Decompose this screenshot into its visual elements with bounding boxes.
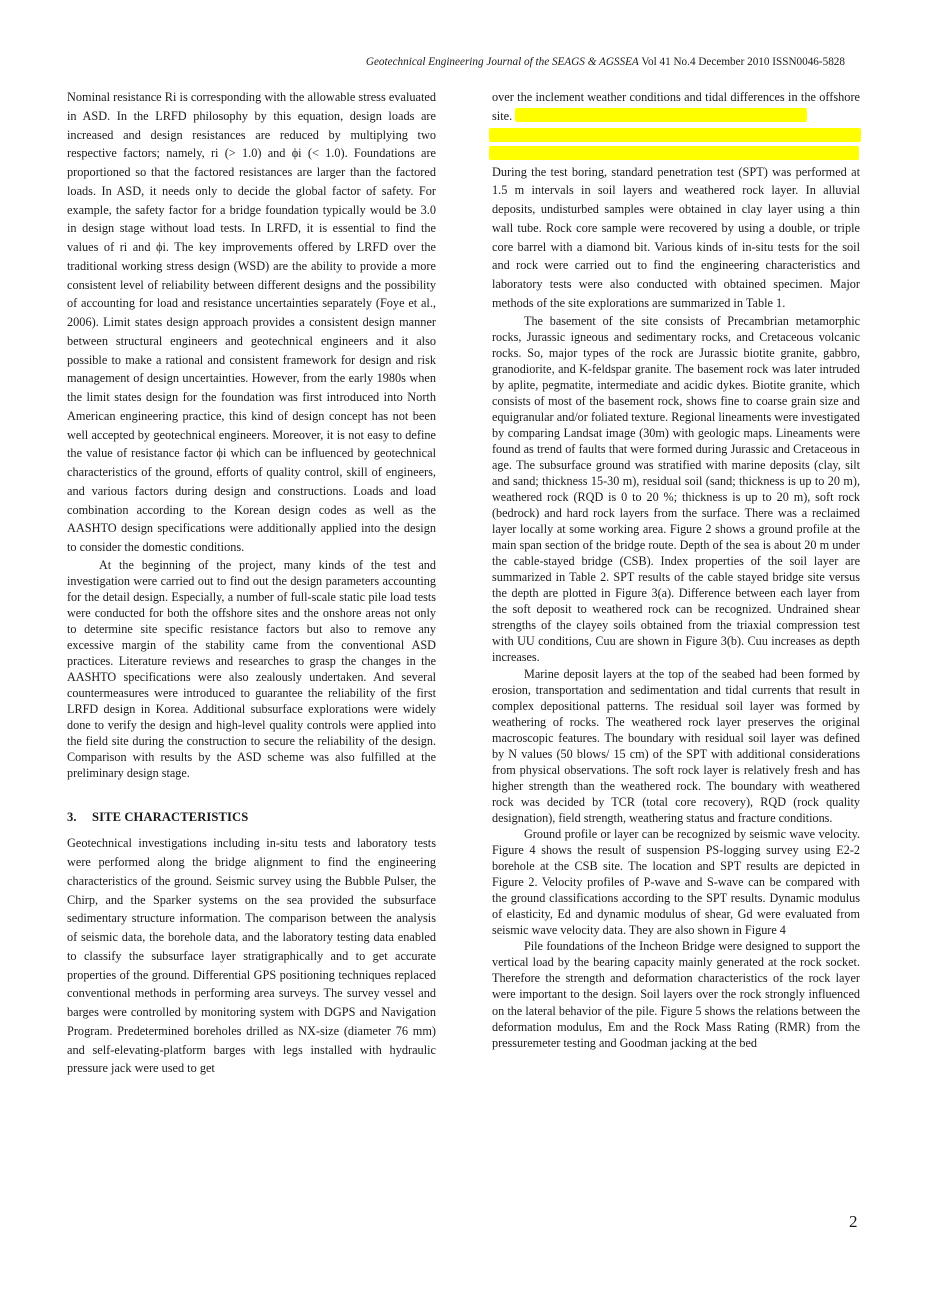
paragraph-project-beginning: At the beginning of the project, many kinds of the test and investigation were carried out to find out the design parameters accounting for the detail design. Especially, a number of full-scale static pile load tests were conducted for both the offshore sites and the onshore areas not only to determine site specific resistance factors but also to remove any excessive margin of the stability came from the conventional ASD practices. Literature reviews and researches to grasp the changes in the AASHTO specifications were also zealously undertaken. And several countermeasures were introduced to guarantee the reliability of the first LRFD design in Korea. Additional subsurface explorations were widely done to verify the design and high-level quality controls were applied into the field site during the construction to secure the reliability of the design. Comparison with results by the ASD scheme was also fulfilled at the preliminary design stage. xyxy=(67,557,436,781)
paragraph-seismic-velocity: Ground profile or layer can be recognized by seismic wave velocity. Figure 4 shows the result of suspension PS-logging survey using E2-2 borehole at the CSB site. The location and SPT results are depicted in Figure 2. Velocity profiles of P-wave and S-wave can be compared with the ground classifications according to the SPT results. Dynamic modulus of elasticity, Ed and dynamic modulus of shear, Gd were evaluated from seismic wave velocity data. They are also shown in Figure 4 xyxy=(492,827,860,938)
left-column xyxy=(67,88,436,1078)
section-title: SITE CHARACTERISTICS xyxy=(92,810,249,825)
highlight-mark xyxy=(489,146,859,160)
issue-info: Vol 41 No.4 December 2010 ISSN0046-5828 xyxy=(641,56,845,68)
section-number: 3. xyxy=(67,810,77,825)
paragraph-marine-deposit: Marine deposit layers at the top of the seabed had been formed by erosion, transportation and sedimentation and tidal currents that result in complex depositional patterns. The residual soil layer was formed by weathering of rocks. The weathered rock layer preserves the original macroscopic features. The boundary with residual soil layer was defined by N values (50 blows/ 15 cm) of the SPT with additional considerations from physical observations. The soft rock layer is relatively fresh and has higher strength than the weathered rock. The boundary with weathered rock was decided by TCR (total core recovery), RQD (rock quality designation), field strength, weathering status and fracture conditions. xyxy=(492,666,860,825)
paragraph-pile-foundations: Pile foundations of the Incheon Bridge were designed to support the vertical load by the bearing capacity mainly generated at the rock socket. Therefore the strength and deformation characteristics of the rock layer were important to the design. Soil layers over the rock strongly influenced on the lateral behavior of the pile. Figure 5 shows the relations between the deformation modulus, Em and the Rock Mass Rating (RMR) from the pressuremeter testing and Goodman jacking at the bed xyxy=(492,939,860,1050)
section-heading xyxy=(67,810,436,825)
running-header xyxy=(0,56,845,68)
paragraph-test-boring: During the test boring, standard penetration test (SPT) was performed at 1.5 m intervals in soil layers and weathered rock layer. In alluvial deposits, undisturbed samples were obtained in clay layer using a thin wall tube. Rock core sample were recovered by using a double, or triple core barrel with a diamond bit. Various kinds of in-situ tests for the soil and rock were carried out to find the engineering characteristics and laboratory tests were also conducted with obtained specimen. Major methods of the site explorations are summarized in Table 1. xyxy=(492,164,860,310)
paragraph-geotechnical-investigations: Geotechnical investigations including in-situ tests and laboratory tests were performed along the bridge alignment to find the engineering characteristics of the ground. Seismic survey using the Bubble Pulser, the Chirp, and the Sparker systems on the sea provided the subsurface sedimentary structure information. The comparison between the analysis of seismic data, the borehole data, and the laboratory testing data enabled to classify the subsurface layer stratigraphically and to get accurate properties of the ground. Differential GPS positioning techniques replaced conventional methods in performing area surveys. The survey vessel and barges were controlled by monitoring system with DGPS and Navigation Program. Predetermined boreholes drilled as NX-size (diameter 76 mm) and self-elevating-platform barges with legs installed with hydraulic pressure jack were used to get xyxy=(67,836,436,1076)
journal-title: Geotechnical Engineering Journal of the SEAGS & AGSSEA xyxy=(365,56,639,68)
right-column xyxy=(492,88,860,1051)
page-number: 2 xyxy=(849,1212,858,1231)
offshore-text: over the inclement weather conditions and tidal differences in the offshore site. xyxy=(492,90,860,123)
paragraph-lrfd-philosophy: Nominal resistance Ri is corresponding with the allowable stress evaluated in ASD. In the LRFD philosophy by this equation, design loads are increased and design resistances are reduced by multiplying two respective factors; namely, ri (> 1.0) and ϕi (< 1.0). Foundations are proportioned so that the factored resistances are larger than the factored loads. In ASD, it needs only to decide the global factor of safety. For example, the safety factor for a bridge foundation typically would be 3.0 in design stage without load tests. In LRFD, it is essential to find the values of ri and ϕi. The key improvements offered by LRFD over the traditional working stress design (WSD) are the ability to provide a more consistent level of reliability between different designs and the possibility of accounting for load and resistance uncertainties separately (Foye et al., 2006). Limit states design approach provides a consistent design manner between structural engineers and geotechnical engineers and it also possible to make a rational and consistent framework for design and risk management of design uncertainties. However, from the early 1980s when the limit states design for the foundation was first introduced into North American engineering practice, this kind of design concept has not been well accepted by geotechnical engineers. Moreover, it is not easy to define the value of resistance factor ϕi which can be influenced by geotechnical characteristics of the ground, efforts of quality control, skill of engineers, and various factors during design and constructions. Loads and load combination according to the Korean design codes as well as the AASHTO design specifications were additionally applied into the design to consider the domestic conditions. xyxy=(67,90,436,554)
paragraph-offshore-continuation xyxy=(492,88,860,126)
highlight-mark xyxy=(515,108,807,122)
highlight-mark xyxy=(489,128,861,142)
paragraph-basement-geology: The basement of the site consists of Precambrian metamorphic rocks, Jurassic igneous and sedimentary rocks, and Cretaceous volcanic rocks. So, major types of the rock are Jurassic biotite granite, gabbro, granodiorite, and K-feldspar granite. The basement rock was later intruded by aplite, pegmatite, intermediate and acidic dykes. Biotite granite, which consists of most of the basement rock, shows fine to coarse grain size and equigranular and/or foliated texture. Regional lineaments were investigated by comparing Landsat image (30m) with geologic maps. Lineaments were found as trend of faults that were formed during Jurassic and Cretaceous in age. The subsurface ground was stratified with marine deposits (clay, silt and sand; thickness 15-30 m), residual soil (sand; thickness is up to 20 m), weathered rock (RQD is 0 to 20 %; thickness is up to 20 m), soft rock (bedrock) and hard rock layers from the surface. There was a reclaimed layer locally at some working area. Figure 2 shows a ground profile at the main span section of the bridge route. Depth of the sea is about 20 m under the cable-stayed bridge (CSB). Index properties of the soil layer are summarized in Table 2. SPT results of the cable stayed bridge site versus the depth are plotted in Figure 3(a). Difference between each layer from the soft deposit to weathered rock can be recognized. Undrained shear strengths of the clayey soils obtained from the triaxial compression test with UU conditions, Cuu are shown in Figure 3(b). Cuu increases as depth increases. xyxy=(492,313,860,665)
